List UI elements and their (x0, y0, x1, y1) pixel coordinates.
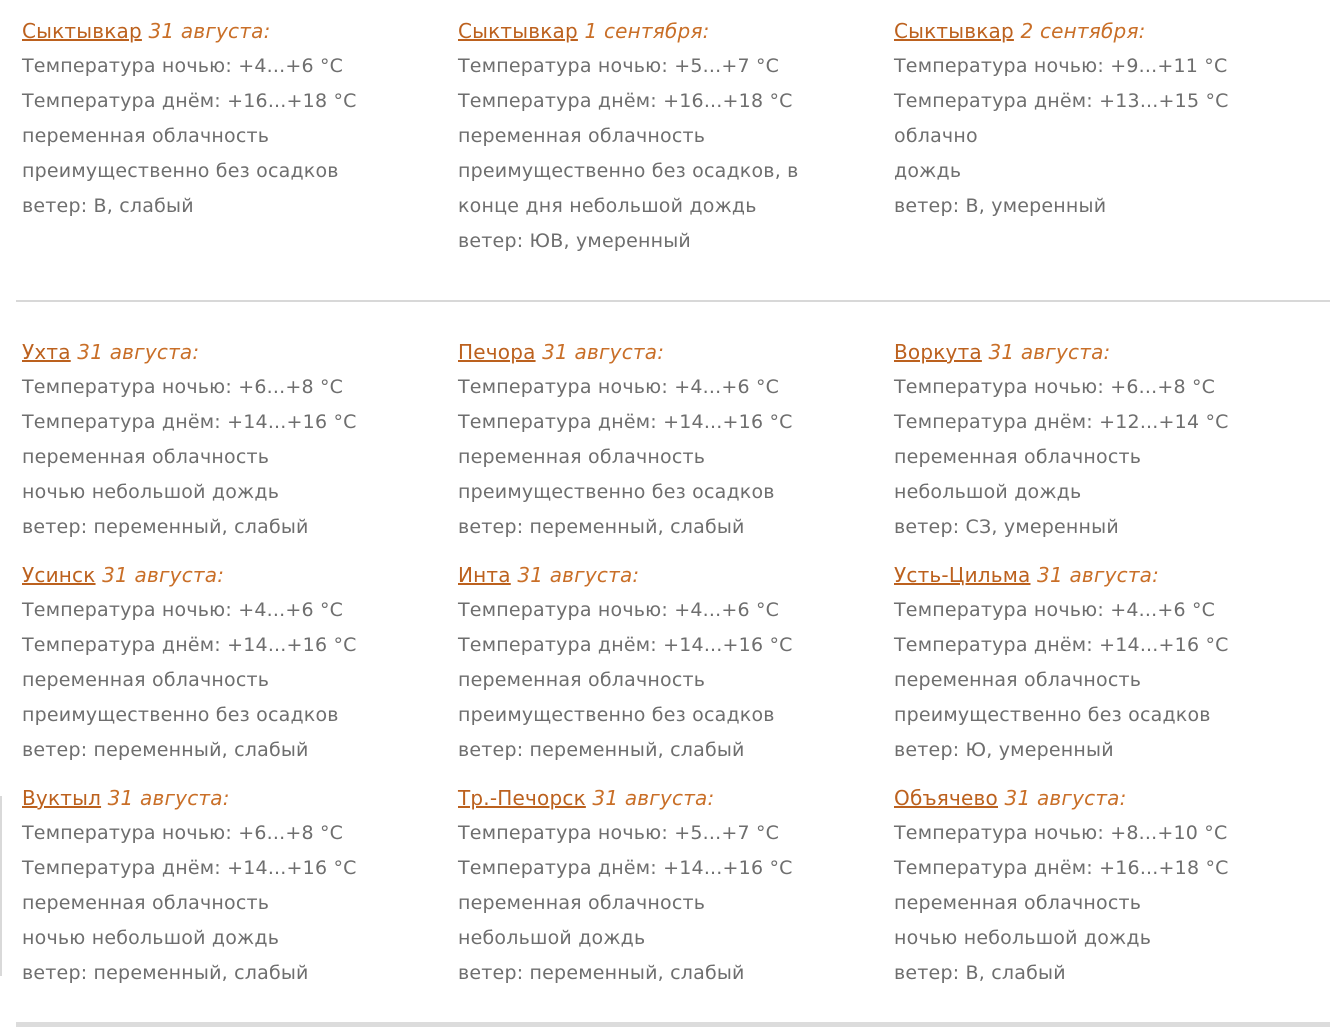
day-temperature-line: Температура днём: +14...+16 °C (458, 634, 793, 656)
forecast-date: 31 августа: (107, 786, 230, 810)
night-temperature-line: Температура ночью: +5...+7 °C (458, 55, 780, 77)
cloudiness-line: переменная облачность (22, 125, 270, 147)
city-link[interactable]: Инта (458, 563, 511, 587)
forecast-block (458, 558, 828, 768)
cloudiness-line: переменная облачность (894, 892, 1142, 914)
forecast-heading (458, 781, 828, 816)
forecast-heading (22, 14, 392, 49)
cloudiness-line: переменная облачность (22, 669, 270, 691)
forecast-block (22, 558, 392, 768)
night-temperature-line: Температура ночью: +5...+7 °C (458, 822, 780, 844)
forecast-date: 31 августа: (77, 340, 200, 364)
wind-line: ветер: переменный, слабый (458, 739, 745, 761)
city-link[interactable]: Сыктывкар (458, 19, 578, 43)
day-temperature-line: Температура днём: +14...+16 °C (22, 634, 357, 656)
city-link[interactable]: Сыктывкар (894, 19, 1014, 43)
night-temperature-line: Температура ночью: +6...+8 °C (22, 376, 344, 398)
forecast-date: 31 августа: (102, 563, 225, 587)
forecast-block (894, 14, 1264, 259)
night-temperature-line: Температура ночью: +4...+6 °C (894, 599, 1216, 621)
cloudiness-line: переменная облачность (458, 669, 706, 691)
city-link[interactable]: Сыктывкар (22, 19, 142, 43)
wind-line: ветер: переменный, слабый (458, 962, 745, 984)
forecast-date: 31 августа: (517, 563, 640, 587)
day-temperature-line: Температура днём: +14...+16 °C (22, 857, 357, 879)
city-link[interactable]: Усинск (22, 563, 96, 587)
precipitation-line: ночью небольшой дождь (22, 927, 280, 949)
forecast-heading (458, 558, 828, 593)
forecast-date: 1 сентября: (584, 19, 710, 43)
precipitation-line: преимущественно без осадков (458, 704, 775, 726)
precipitation-line: преимущественно без осадков, в конце дня небольшой дождь (458, 160, 799, 217)
forecast-date: 31 августа: (592, 786, 715, 810)
forecast-heading (22, 335, 392, 370)
precipitation-line: ночью небольшой дождь (894, 927, 1152, 949)
cloudiness-line: облачно (894, 125, 978, 147)
day-temperature-line: Температура днём: +14...+16 °C (22, 411, 357, 433)
night-temperature-line: Температура ночью: +6...+8 °C (894, 376, 1216, 398)
day-temperature-line: Температура днём: +16...+18 °C (894, 857, 1229, 879)
forecast-heading (22, 781, 392, 816)
day-temperature-line: Температура днём: +16...+18 °C (22, 90, 357, 112)
forecast-heading (894, 335, 1264, 370)
wind-line: ветер: В, слабый (894, 962, 1066, 984)
forecast-heading (458, 14, 828, 49)
forecast-block (458, 781, 828, 991)
forecast-heading (894, 781, 1264, 816)
forecast-heading (894, 558, 1264, 593)
precipitation-line: преимущественно без осадков (894, 704, 1211, 726)
forecast-date: 31 августа: (1004, 786, 1127, 810)
wind-line: ветер: переменный, слабый (458, 516, 745, 538)
wind-line: ветер: переменный, слабый (22, 739, 309, 761)
forecast-block (894, 781, 1264, 991)
wind-line: ветер: Ю, умеренный (894, 739, 1114, 761)
precipitation-line: ночью небольшой дождь (22, 481, 280, 503)
day-temperature-line: Температура днём: +14...+16 °C (894, 634, 1229, 656)
forecast-date: 31 августа: (542, 340, 665, 364)
forecast-heading (458, 335, 828, 370)
city-link[interactable]: Вуктыл (22, 786, 102, 810)
forecast-block (894, 558, 1264, 768)
night-temperature-line: Температура ночью: +4...+6 °C (22, 55, 344, 77)
left-edge-artifact (0, 796, 2, 976)
wind-line: ветер: СЗ, умеренный (894, 516, 1119, 538)
cloudiness-line: переменная облачность (458, 125, 706, 147)
day-temperature-line: Температура днём: +12...+14 °C (894, 411, 1229, 433)
precipitation-line: преимущественно без осадков (458, 481, 775, 503)
cloudiness-line: переменная облачность (22, 892, 270, 914)
day-temperature-line: Температура днём: +14...+16 °C (458, 411, 793, 433)
city-link[interactable]: Объячево (894, 786, 998, 810)
wind-line: ветер: В, умеренный (894, 195, 1107, 217)
forecast-date: 31 августа: (1037, 563, 1160, 587)
night-temperature-line: Температура ночью: +9...+11 °C (894, 55, 1228, 77)
forecast-date: 31 августа: (988, 340, 1111, 364)
city-link[interactable]: Ухта (22, 340, 71, 364)
forecast-section-regions (22, 335, 1330, 991)
night-temperature-line: Температура ночью: +4...+6 °C (458, 376, 780, 398)
cloudiness-line: переменная облачность (458, 892, 706, 914)
precipitation-line: небольшой дождь (894, 481, 1082, 503)
precipitation-line: дождь (894, 160, 962, 182)
cloudiness-line: переменная облачность (894, 669, 1142, 691)
forecast-block (458, 335, 828, 545)
cloudiness-line: переменная облачность (458, 446, 706, 468)
bottom-divider (16, 1022, 1330, 1027)
night-temperature-line: Температура ночью: +4...+6 °C (458, 599, 780, 621)
city-link[interactable]: Усть-Цильма (894, 563, 1031, 587)
forecast-block (22, 335, 392, 545)
forecast-block (458, 14, 828, 259)
wind-line: ветер: переменный, слабый (22, 962, 309, 984)
cloudiness-line: переменная облачность (22, 446, 270, 468)
day-temperature-line: Температура днём: +14...+16 °C (458, 857, 793, 879)
forecast-block (22, 781, 392, 991)
forecast-date: 31 августа: (148, 19, 271, 43)
night-temperature-line: Температура ночью: +6...+8 °C (22, 822, 344, 844)
city-link[interactable]: Тр.-Печорск (458, 786, 586, 810)
precipitation-line: небольшой дождь (458, 927, 646, 949)
wind-line: ветер: ЮВ, умеренный (458, 230, 691, 252)
night-temperature-line: Температура ночью: +4...+6 °C (22, 599, 344, 621)
precipitation-line: преимущественно без осадков (22, 704, 339, 726)
forecast-section-syktyvkar (22, 14, 1330, 259)
day-temperature-line: Температура днём: +16...+18 °C (458, 90, 793, 112)
forecast-date: 2 сентября: (1020, 19, 1146, 43)
precipitation-line: преимущественно без осадков (22, 160, 339, 182)
wind-line: ветер: переменный, слабый (22, 516, 309, 538)
city-link[interactable]: Печора (458, 340, 536, 364)
night-temperature-line: Температура ночью: +8...+10 °C (894, 822, 1228, 844)
forecast-block (894, 335, 1264, 545)
cloudiness-line: переменная облачность (894, 446, 1142, 468)
city-link[interactable]: Воркута (894, 340, 982, 364)
forecast-heading (894, 14, 1264, 49)
section-divider (16, 300, 1330, 302)
wind-line: ветер: В, слабый (22, 195, 194, 217)
forecast-block (22, 14, 392, 259)
day-temperature-line: Температура днём: +13...+15 °C (894, 90, 1229, 112)
forecast-heading (22, 558, 392, 593)
